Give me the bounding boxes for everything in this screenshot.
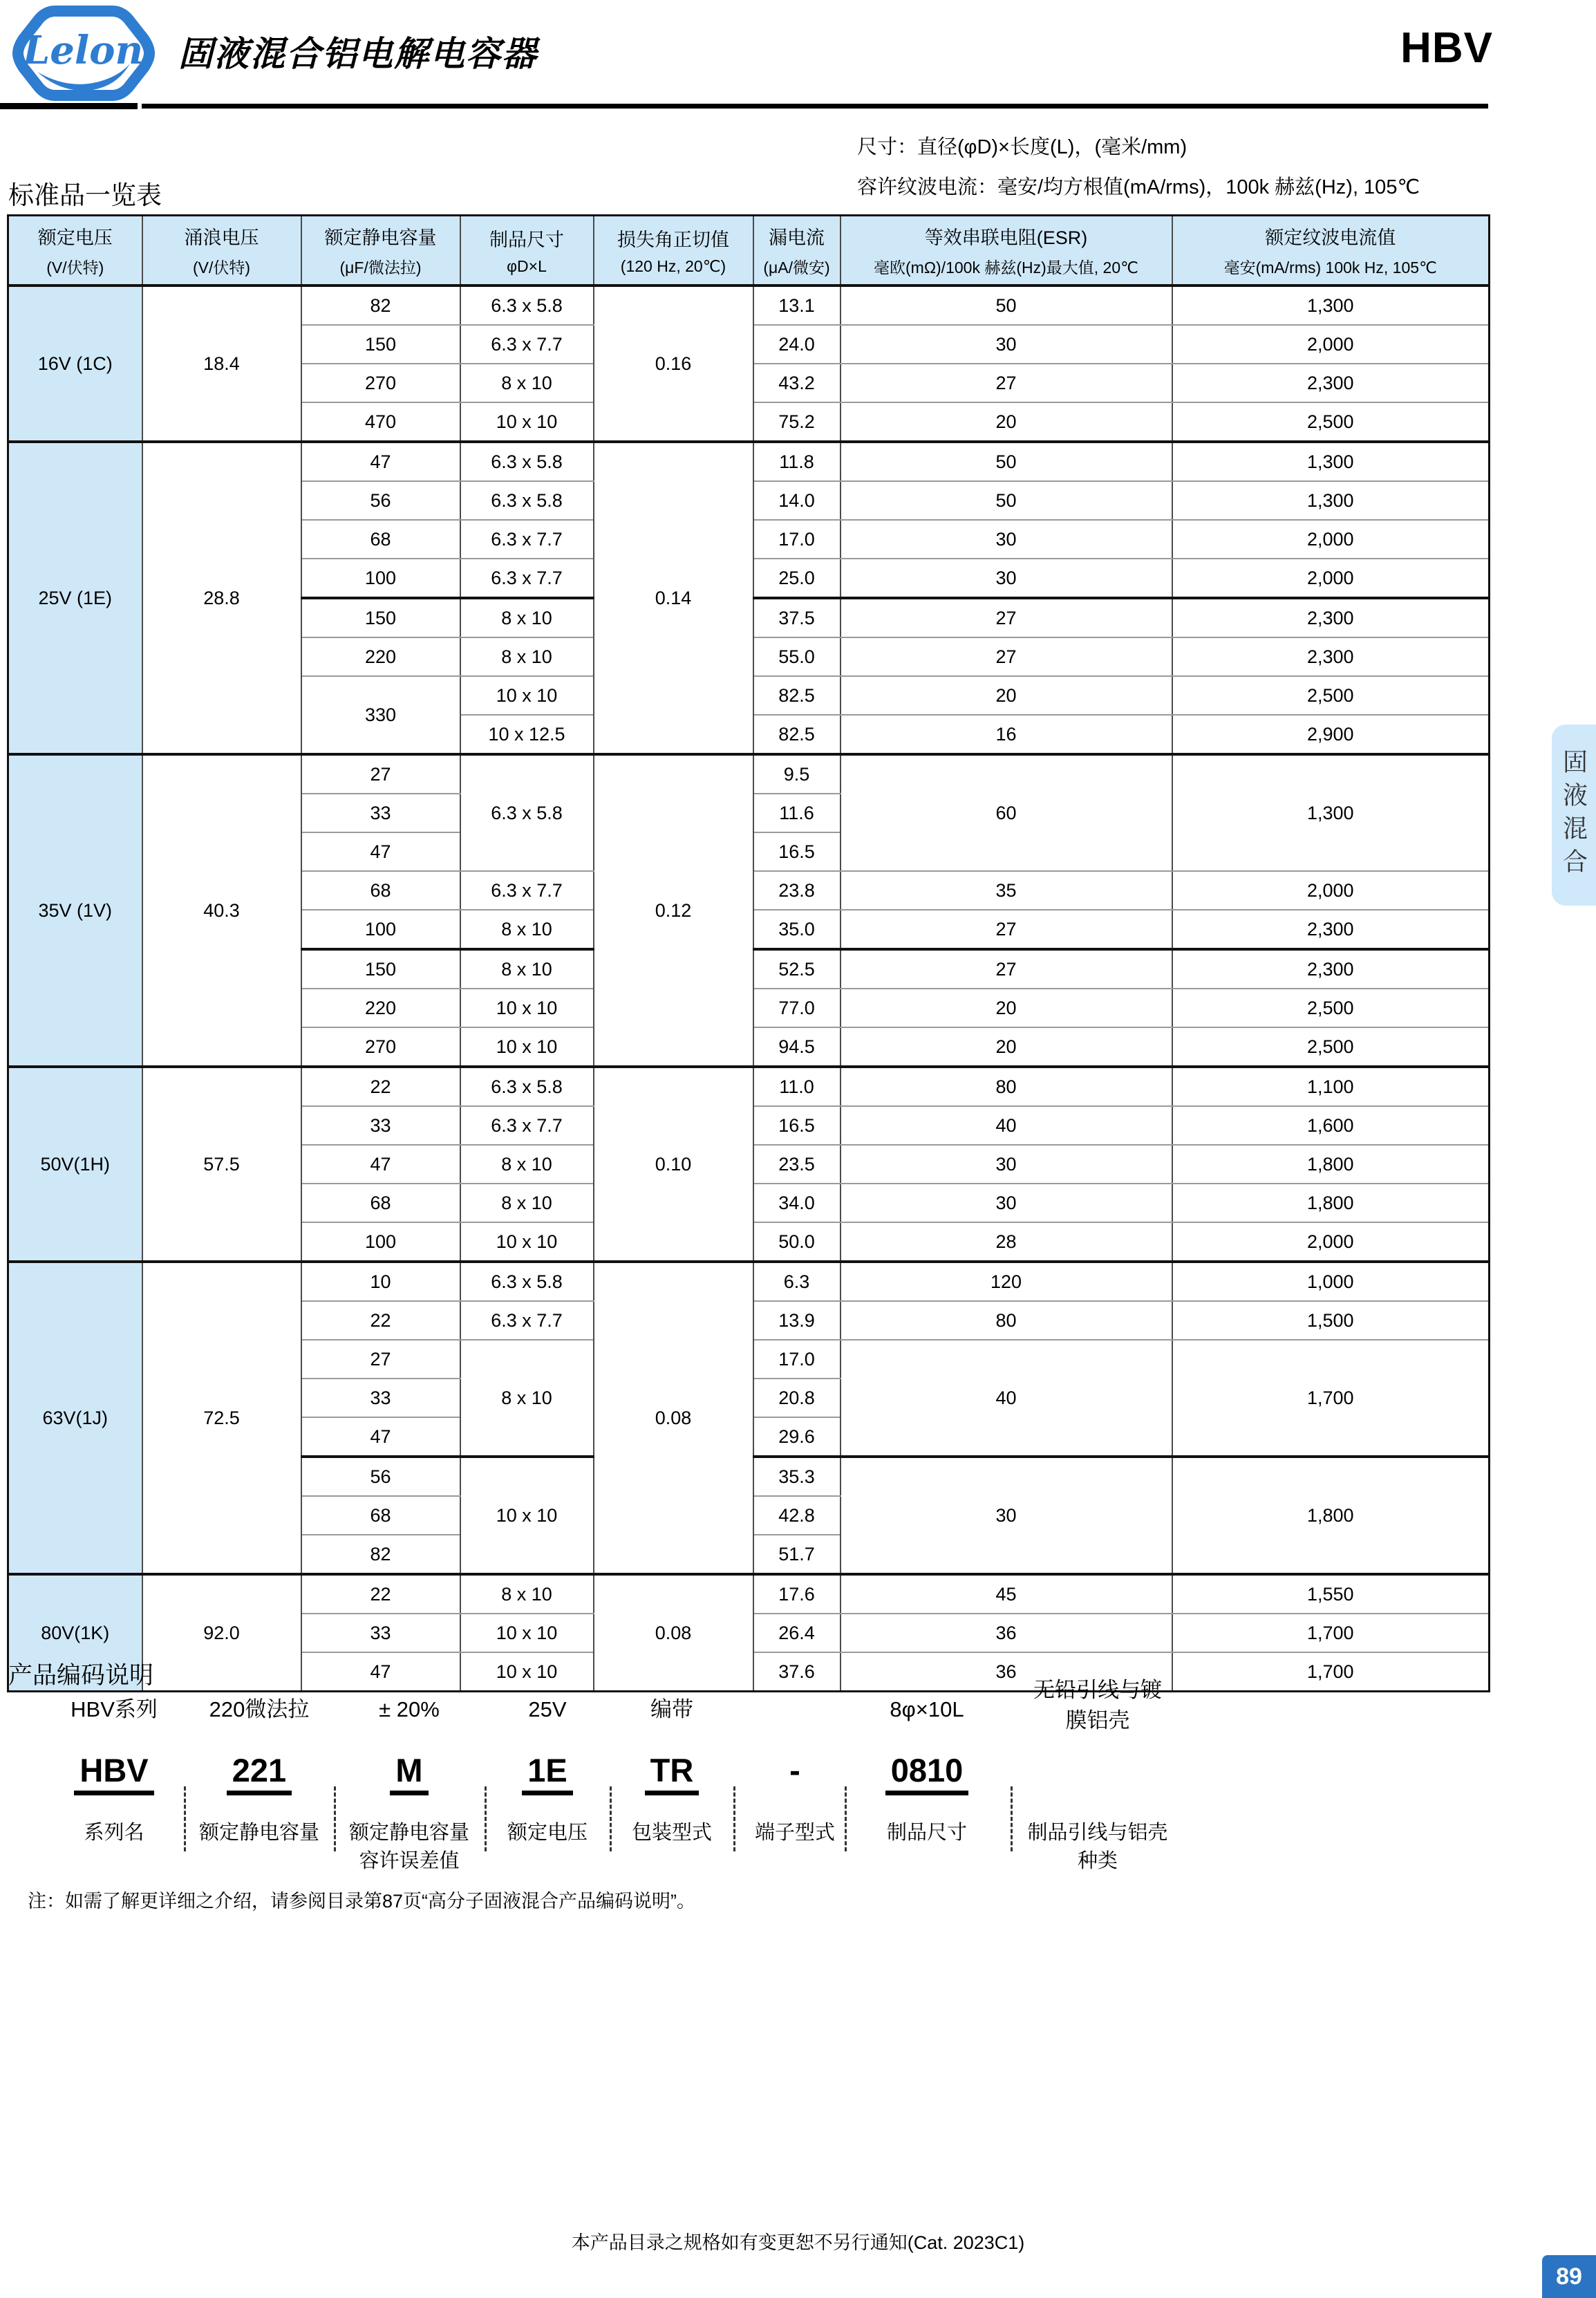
ripple-cell: 2,000: [1172, 520, 1490, 559]
coding-item-size: [851, 1688, 1003, 1881]
surge-cell: 40.3: [142, 754, 301, 1067]
size-cell: 6.3 x 7.7: [460, 1301, 594, 1340]
coding-desc: [1004, 1675, 1191, 1736]
coding-code-text: HBV: [74, 1751, 153, 1795]
cap-cell: 330: [301, 676, 460, 754]
esr-cell: 50: [841, 442, 1172, 481]
esr-cell: 35: [841, 871, 1172, 910]
table-row: [8, 1262, 1490, 1301]
header-line1: 涌浪电压: [184, 227, 259, 248]
coding-desc: [38, 1694, 190, 1725]
ripple-cell: 1,700: [1172, 1614, 1490, 1652]
esr-cell: 30: [841, 1184, 1172, 1222]
cap-cell: 56: [301, 481, 460, 520]
header-line1: 额定静电容量: [324, 227, 437, 248]
cap-cell: 47: [301, 1652, 460, 1692]
coding-desc-line: ± 20%: [379, 1697, 440, 1721]
coding-item-series: [38, 1688, 190, 1881]
leak-cell: 13.1: [753, 286, 841, 325]
coding-item-tolerance: [333, 1688, 485, 1881]
ripple-cell: 1,100: [1172, 1067, 1490, 1106]
coding-code-text: TR: [645, 1751, 700, 1795]
footer-disclaimer: 本产品目录之规格如有变更恕不另行通知(Cat. 2023C1): [571, 2232, 1025, 2253]
size-cell: 10 x 10: [460, 1457, 594, 1574]
table-row: [8, 754, 1490, 794]
leak-cell: 25.0: [753, 559, 841, 598]
size-cell: 10 x 10: [460, 1222, 594, 1262]
coding-desc: [333, 1694, 485, 1725]
coding-label: [333, 1819, 485, 1876]
esr-cell: 50: [841, 481, 1172, 520]
coding-note: 注：如需了解更详细之介绍，请参阅目录第87页“高分子固液混合产品编码说明”。: [28, 1891, 696, 1912]
ripple-cell: 1,700: [1172, 1652, 1490, 1692]
ripple-cell: 1,300: [1172, 286, 1490, 325]
ripple-cell: 2,300: [1172, 598, 1490, 637]
coding-label: [183, 1819, 335, 1847]
esr-cell: 20: [841, 402, 1172, 442]
esr-cell: 27: [841, 598, 1172, 637]
coding-code: [38, 1751, 190, 1795]
cap-cell: 47: [301, 442, 460, 481]
esr-cell: 20: [841, 989, 1172, 1027]
size-cell: 6.3 x 7.7: [460, 325, 594, 364]
coding-desc-line: 220微法拉: [209, 1697, 310, 1721]
cap-cell: 27: [301, 754, 460, 794]
leak-cell: 77.0: [753, 989, 841, 1027]
leak-cell: 11.6: [753, 794, 841, 832]
leak-cell: 20.8: [753, 1379, 841, 1417]
cap-cell: 270: [301, 1027, 460, 1067]
esr-cell: 27: [841, 637, 1172, 676]
leak-cell: 11.0: [753, 1067, 841, 1106]
cap-cell: 56: [301, 1457, 460, 1496]
ripple-cell: 1,500: [1172, 1301, 1490, 1340]
coding-desc: [183, 1694, 335, 1725]
ripple-note: 容许纹波电流：毫安/均方根值(mA/rms)，100k 赫兹(Hz), 105℃: [857, 176, 1420, 198]
leak-cell: 42.8: [753, 1496, 841, 1535]
surge-cell: 18.4: [142, 286, 301, 442]
size-cell: 8 x 10: [460, 1340, 594, 1457]
coding-desc-line: 膜铝壳: [1065, 1708, 1130, 1732]
leak-cell: 24.0: [753, 325, 841, 364]
esr-cell: 27: [841, 364, 1172, 402]
size-cell: 10 x 10: [460, 1652, 594, 1692]
leak-cell: 9.5: [753, 754, 841, 794]
esr-cell: 40: [841, 1106, 1172, 1145]
header-line2: (V/伏特): [192, 259, 251, 277]
tan-cell: 0.08: [594, 1262, 753, 1574]
voltage-cell: 80V(1K): [8, 1574, 142, 1692]
header-line2: (μF/微法拉): [339, 259, 422, 277]
coding-desc-line: 25V: [528, 1697, 567, 1721]
leak-cell: 35.0: [753, 910, 841, 949]
spec-table: [7, 214, 1490, 1692]
surge-cell: 92.0: [142, 1574, 301, 1692]
leak-cell: 17.6: [753, 1574, 841, 1614]
coding-item-capacitance: [183, 1688, 335, 1881]
cap-cell: 150: [301, 949, 460, 989]
cap-cell: 22: [301, 1574, 460, 1614]
voltage-cell: 50V(1H): [8, 1067, 142, 1262]
table-title: 标准品一览表: [8, 181, 162, 209]
coding-label-line: 制品引线与铝壳: [1027, 1822, 1168, 1844]
ripple-cell: 2,300: [1172, 949, 1490, 989]
coding-label-line: 种类: [1077, 1850, 1118, 1872]
header-line2: (V/伏特): [46, 259, 104, 277]
tan-cell: 0.08: [594, 1574, 753, 1692]
coding-divider: [733, 1786, 735, 1851]
esr-cell: 40: [841, 1340, 1172, 1457]
page-number-badge: 89: [1542, 2255, 1596, 2298]
tan-cell: 0.10: [594, 1067, 753, 1262]
size-cell: 6.3 x 7.7: [460, 559, 594, 598]
col-leakage-current: [753, 216, 841, 286]
coding-item-lead-case: [1004, 1678, 1191, 1881]
page-title: 固液混合铝电解电容器: [178, 35, 538, 73]
cap-cell: 82: [301, 1535, 460, 1574]
ripple-cell: 2,500: [1172, 402, 1490, 442]
ripple-cell: 1,300: [1172, 442, 1490, 481]
leak-cell: 29.6: [753, 1417, 841, 1457]
coding-desc-line: HBV系列: [71, 1697, 158, 1721]
coding-code-text: 1E: [522, 1751, 573, 1795]
cap-cell: 33: [301, 1614, 460, 1652]
ripple-cell: 1,700: [1172, 1340, 1490, 1457]
tan-cell: 0.12: [594, 754, 753, 1067]
header-line1: 等效串联电阻(ESR): [924, 227, 1088, 248]
esr-cell: 27: [841, 910, 1172, 949]
leak-cell: 94.5: [753, 1027, 841, 1067]
leak-cell: 23.5: [753, 1145, 841, 1184]
coding-code: [333, 1751, 485, 1795]
ripple-cell: 1,000: [1172, 1262, 1490, 1301]
coding-label-line: 端子型式: [754, 1822, 835, 1844]
coding-code-text: 221: [227, 1751, 292, 1795]
leak-cell: 14.0: [753, 481, 841, 520]
voltage-cell: 25V (1E): [8, 442, 142, 754]
size-cell: 10 x 10: [460, 402, 594, 442]
leak-cell: 35.3: [753, 1457, 841, 1496]
cap-cell: 33: [301, 1106, 460, 1145]
coding-section: [0, 1656, 1596, 1912]
coding-divider: [184, 1786, 186, 1851]
coding-label: [851, 1819, 1003, 1847]
coding-divider: [1011, 1786, 1013, 1851]
header-rule-left: [0, 103, 138, 109]
cap-cell: 220: [301, 637, 460, 676]
esr-cell: 30: [841, 325, 1172, 364]
cap-cell: 470: [301, 402, 460, 442]
coding-code: [183, 1751, 335, 1795]
esr-cell: 27: [841, 949, 1172, 989]
coding-label-line: 系列名: [84, 1822, 144, 1844]
esr-cell: 28: [841, 1222, 1172, 1262]
cap-cell: 150: [301, 598, 460, 637]
header-line2: 毫安(mA/rms) 100k Hz, 105℃: [1223, 259, 1437, 277]
col-tan-delta: [594, 216, 753, 286]
header-line2: 毫欧(mΩ)/100k 赫兹(Hz)最大值, 20℃: [874, 259, 1138, 277]
surge-cell: 57.5: [142, 1067, 301, 1262]
leak-cell: 50.0: [753, 1222, 841, 1262]
coding-label-line: 包装型式: [631, 1822, 712, 1844]
esr-cell: 36: [841, 1652, 1172, 1692]
esr-cell: 16: [841, 715, 1172, 754]
coding-desc: [851, 1694, 1003, 1725]
cap-cell: 68: [301, 1496, 460, 1535]
coding-divider: [485, 1786, 487, 1851]
size-cell: 6.3 x 7.7: [460, 520, 594, 559]
header-line1: 损失角正切值: [617, 230, 729, 250]
table-row: [8, 286, 1490, 325]
voltage-cell: 16V (1C): [8, 286, 142, 442]
cap-cell: 68: [301, 520, 460, 559]
esr-cell: 30: [841, 520, 1172, 559]
header-rule-right: [142, 104, 1488, 109]
size-cell: 6.3 x 5.8: [460, 481, 594, 520]
esr-cell: 30: [841, 1457, 1172, 1574]
size-cell: 8 x 10: [460, 598, 594, 637]
ripple-cell: 2,000: [1172, 559, 1490, 598]
ripple-cell: 1,800: [1172, 1145, 1490, 1184]
esr-cell: 20: [841, 1027, 1172, 1067]
coding-code-text: 0810: [885, 1751, 969, 1795]
size-cell: 8 x 10: [460, 637, 594, 676]
ripple-cell: 1,300: [1172, 754, 1490, 871]
tan-cell: 0.14: [594, 442, 753, 754]
esr-cell: 120: [841, 1262, 1172, 1301]
coding-code: [851, 1751, 1003, 1795]
coding-label-line: 额定电压: [507, 1822, 588, 1844]
col-esr: [841, 216, 1172, 286]
voltage-cell: 63V(1J): [8, 1262, 142, 1574]
coding-label: [719, 1819, 871, 1847]
leak-cell: 6.3: [753, 1262, 841, 1301]
cap-cell: 100: [301, 910, 460, 949]
cap-cell: 33: [301, 794, 460, 832]
cap-cell: 10: [301, 1262, 460, 1301]
coding-label-line: 容许误差值: [359, 1850, 460, 1872]
leak-cell: 52.5: [753, 949, 841, 989]
size-cell: 8 x 10: [460, 364, 594, 402]
surge-cell: 28.8: [142, 442, 301, 754]
cap-cell: 27: [301, 1340, 460, 1379]
ripple-cell: 2,900: [1172, 715, 1490, 754]
tan-cell: 0.16: [594, 286, 753, 442]
table-row: [8, 1067, 1490, 1106]
size-cell: 10 x 10: [460, 1614, 594, 1652]
esr-cell: 30: [841, 559, 1172, 598]
cap-cell: 68: [301, 1184, 460, 1222]
leak-cell: 75.2: [753, 402, 841, 442]
coding-label-line: 制品尺寸: [886, 1822, 967, 1844]
header-line2: (μA/微安): [763, 259, 830, 277]
esr-cell: 60: [841, 754, 1172, 871]
leak-cell: 37.6: [753, 1652, 841, 1692]
size-cell: 10 x 10: [460, 989, 594, 1027]
cap-cell: 68: [301, 871, 460, 910]
ripple-cell: 1,800: [1172, 1184, 1490, 1222]
leak-cell: 17.0: [753, 1340, 841, 1379]
ripple-cell: 2,300: [1172, 637, 1490, 676]
coding-divider: [334, 1786, 336, 1851]
esr-cell: 80: [841, 1301, 1172, 1340]
table-row: [8, 442, 1490, 481]
ripple-cell: 1,550: [1172, 1574, 1490, 1614]
leak-cell: 43.2: [753, 364, 841, 402]
esr-cell: 50: [841, 286, 1172, 325]
coding-title: 产品编码说明: [8, 1662, 154, 1689]
coding-desc-line: 无铅引线与镀: [1033, 1678, 1162, 1702]
leak-cell: 37.5: [753, 598, 841, 637]
size-cell: 6.3 x 7.7: [460, 1106, 594, 1145]
size-cell: 8 x 10: [460, 1574, 594, 1614]
ripple-cell: 1,300: [1172, 481, 1490, 520]
cap-cell: 100: [301, 1222, 460, 1262]
col-rated-voltage: [8, 216, 142, 286]
size-cell: 8 x 10: [460, 1145, 594, 1184]
ripple-cell: 2,000: [1172, 871, 1490, 910]
ripple-cell: 1,600: [1172, 1106, 1490, 1145]
size-cell: 10 x 10: [460, 676, 594, 715]
cap-cell: 47: [301, 1417, 460, 1457]
coding-divider: [610, 1786, 612, 1851]
leak-cell: 26.4: [753, 1614, 841, 1652]
coding-code-text: M: [390, 1751, 428, 1795]
series-name: HBV: [1400, 24, 1493, 72]
leak-cell: 82.5: [753, 715, 841, 754]
section-tab-hybrid[interactable]: 固液混合: [1552, 725, 1596, 906]
size-cell: 6.3 x 5.8: [460, 754, 594, 871]
table-header-row: [8, 216, 1490, 286]
ripple-cell: 2,000: [1172, 1222, 1490, 1262]
ripple-cell: 2,000: [1172, 325, 1490, 364]
leak-cell: 34.0: [753, 1184, 841, 1222]
cap-cell: 270: [301, 364, 460, 402]
lelon-logo: [12, 6, 155, 104]
cap-cell: 150: [301, 325, 460, 364]
coding-label-line: 额定静电容量: [348, 1822, 469, 1844]
cap-cell: 220: [301, 989, 460, 1027]
leak-cell: 51.7: [753, 1535, 841, 1574]
coding-desc-line: 编带: [650, 1697, 693, 1721]
size-note: 尺寸：直径(φD)×长度(L)，(毫米/mm): [857, 136, 1187, 158]
esr-cell: 80: [841, 1067, 1172, 1106]
esr-cell: 45: [841, 1574, 1172, 1614]
cap-cell: 47: [301, 832, 460, 871]
size-cell: 10 x 10: [460, 1027, 594, 1067]
col-case-size: [460, 216, 594, 286]
leak-cell: 17.0: [753, 520, 841, 559]
surge-cell: 72.5: [142, 1262, 301, 1574]
size-cell: 6.3 x 7.7: [460, 871, 594, 910]
col-capacitance: [301, 216, 460, 286]
size-cell: 6.3 x 5.8: [460, 286, 594, 325]
leak-cell: 11.8: [753, 442, 841, 481]
ripple-cell: 2,500: [1172, 989, 1490, 1027]
cap-cell: 47: [301, 1145, 460, 1184]
coding-label-line: 额定静电容量: [198, 1822, 319, 1844]
header-line1: 额定纹波电流值: [1265, 227, 1396, 248]
leak-cell: 23.8: [753, 871, 841, 910]
table-row: [8, 1574, 1490, 1614]
header-line1: 漏电流: [769, 227, 825, 248]
leak-cell: 16.5: [753, 832, 841, 871]
size-cell: 8 x 10: [460, 949, 594, 989]
cap-cell: 22: [301, 1067, 460, 1106]
ripple-cell: 2,300: [1172, 364, 1490, 402]
coding-item-terminal: [719, 1688, 871, 1881]
col-surge-voltage: [142, 216, 301, 286]
cap-cell: 100: [301, 559, 460, 598]
cap-cell: 22: [301, 1301, 460, 1340]
header-line2: φD×L: [507, 257, 547, 275]
coding-code: [719, 1751, 871, 1791]
col-ripple-current: [1172, 216, 1490, 286]
coding-label: [38, 1819, 190, 1847]
svg-text:Lelon: Lelon: [22, 28, 144, 73]
esr-cell: 20: [841, 676, 1172, 715]
size-cell: 6.3 x 5.8: [460, 442, 594, 481]
leak-cell: 16.5: [753, 1106, 841, 1145]
coding-divider: [845, 1786, 847, 1851]
ripple-cell: 1,800: [1172, 1457, 1490, 1574]
size-cell: 6.3 x 5.8: [460, 1262, 594, 1301]
header-line2: (120 Hz, 20℃): [620, 257, 726, 275]
size-cell: 6.3 x 5.8: [460, 1067, 594, 1106]
esr-cell: 30: [841, 1145, 1172, 1184]
ripple-cell: 2,500: [1172, 1027, 1490, 1067]
voltage-cell: 35V (1V): [8, 754, 142, 1067]
leak-cell: 82.5: [753, 676, 841, 715]
cap-cell: 33: [301, 1379, 460, 1417]
header-line1: 制品尺寸: [489, 230, 564, 250]
coding-code-text: -: [789, 1752, 800, 1788]
size-cell: 8 x 10: [460, 910, 594, 949]
leak-cell: 55.0: [753, 637, 841, 676]
ripple-cell: 2,500: [1172, 676, 1490, 715]
ripple-cell: 2,300: [1172, 910, 1490, 949]
esr-cell: 36: [841, 1614, 1172, 1652]
cap-cell: 82: [301, 286, 460, 325]
size-cell: 8 x 10: [460, 1184, 594, 1222]
coding-label: [1004, 1819, 1191, 1876]
leak-cell: 13.9: [753, 1301, 841, 1340]
header-line1: 额定电压: [37, 227, 113, 248]
size-cell: 10 x 12.5: [460, 715, 594, 754]
coding-desc-line: 8φ×10L: [890, 1697, 964, 1721]
